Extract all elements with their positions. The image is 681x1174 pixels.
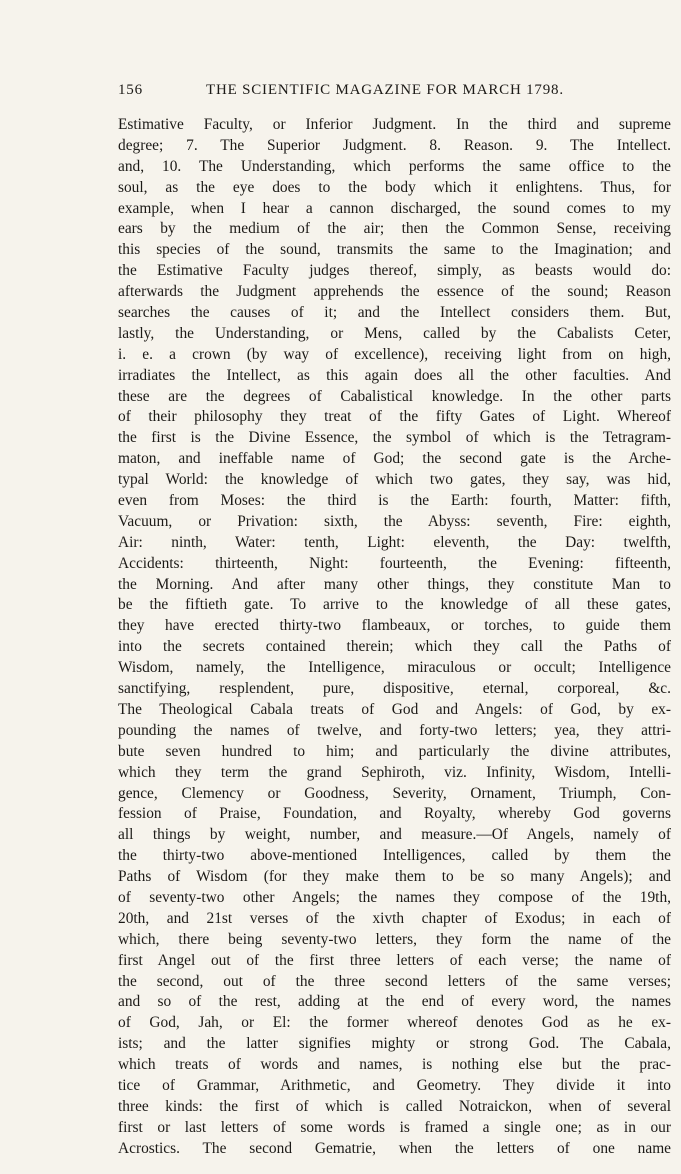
text-line: irradiates the Intellect, as this again does all the other faculties. And [118,366,671,384]
text-line: pounding the names of twelve, and forty-two letters; yea, they attri- [118,721,671,739]
text-line: first or last letters of some words is framed a single one; as in our [118,1118,671,1136]
text-line: the second, out of the three second letters of the same verses; [118,972,671,990]
text-line: be the fiftieth gate. To arrive to the knowledge of all these gates, [118,596,671,614]
text-line: Acrostics. The second Gematrie, when the letters of one name [118,1139,671,1157]
text-line: Wisdom, namely, the Intelligence, miraculous or occult; Intelligence [118,659,671,677]
text-line: the Estimative Faculty judges thereof, simply, as beasts would do: [118,262,671,280]
text-line: The Theological Cabala treats of God and Angels: of God, by ex- [118,700,671,718]
text-line: maton, and ineffable name of God; the second gate is the Arche- [118,450,671,468]
text-line: the first is the Divine Essence, the symbol of which is the Tetragram- [118,429,671,447]
text-line: fession of Praise, Foundation, and Royalty, whereby God governs [118,805,671,823]
text-line: typal World: the knowledge of which two gates, they say, was hid, [118,471,671,489]
text-line: bute seven hundred to him; and particularly the divine attributes, [118,742,671,760]
text-line: tice of Grammar, Arithmetic, and Geometry. They divide it into [118,1076,671,1094]
text-line: ears by the medium of the air; then the Common Sense, receiving [118,220,671,238]
text-line: of God, Jah, or El: the former whereof denotes God as he ex- [118,1014,671,1032]
text-line: this species of the sound, transmits the same to the Imagination; and [118,241,671,259]
text-line: Accidents: thirteenth, Night: fourteenth, the Evening: fifteenth, [118,554,671,572]
text-line: and, 10. The Understanding, which performs the same office to the [118,157,671,175]
text-line: gence, Clemency or Goodness, Severity, Ornament, Triumph, Con- [118,784,671,802]
text-line: sanctifying, resplendent, pure, dispositive, eternal, corporeal, &c. [118,680,671,698]
text-line: afterwards the Judgment apprehends the essence of the sound; Reason [118,283,671,301]
text-line: first Angel out of the first three letters of each verse; the name of [118,951,671,969]
text-line: lastly, the Understanding, or Mens, called by the Cabalists Ceter, [118,324,671,342]
text-line: which they term the grand Sephiroth, viz. Infinity, Wisdom, Intelli- [118,763,671,781]
text-line: the thirty-two above-mentioned Intelligences, called by them the [118,847,671,865]
text-line: they have erected thirty-two flambeaux, or torches, to guide them [118,617,671,635]
text-line: of their philosophy they treat of the fifty Gates of Light. Whereof [118,408,671,426]
text-line: which, there being seventy-two letters, they form the name of the [118,930,671,948]
text-line: Vacuum, or Privation: sixth, the Abyss: seventh, Fire: eighth, [118,512,671,530]
text-line: i. e. a crown (by way of excellence), receiving light from on high, [118,345,671,363]
text-line: example, when I hear a cannon discharged, the sound comes to my [118,199,671,217]
text-line: the Morning. And after many other things, they constitute Man to [118,575,671,593]
body-text [118,115,671,1160]
text-line: degree; 7. The Superior Judgment. 8. Reason. 9. The Intellect. [118,136,671,154]
running-title: THE SCIENTIFIC MAGAZINE FOR MARCH 1798. [206,82,564,98]
text-line: and so of the rest, adding at the end of every word, the names [118,993,671,1011]
text-line: soul, as the eye does to the body which it enlightens. Thus, for [118,178,671,196]
text-line: Paths of Wisdom (for they make them to be so many Angels); and [118,868,671,886]
text-line: which treats of words and names, is nothing else but the prac- [118,1056,671,1074]
text-line: even from Moses: the third is the Earth: fourth, Matter: fifth, [118,492,671,510]
text-line: searches the causes of it; and the Intellect considers them. But, [118,304,671,322]
text-line: all things by weight, number, and measure.—Of Angels, namely of [118,826,671,844]
text-line: Air: ninth, Water: tenth, Light: eleventh, the Day: twelfth, [118,533,671,551]
text-line: of seventy-two other Angels; the names they compose of the 19th, [118,888,671,906]
text-line: ists; and the latter signifies mighty or strong God. The Cabala, [118,1035,671,1053]
text-line: into the secrets contained therein; which they call the Paths of [118,638,671,656]
text-line: 20th, and 21st verses of the xivth chapter of Exodus; in each of [118,909,671,927]
page-number: 156 [118,82,143,98]
text-line: these are the degrees of Cabalistical knowledge. In the other parts [118,387,671,405]
text-line: Estimative Faculty, or Inferior Judgment. In the third and supreme [118,116,671,133]
text-line: three kinds: the first of which is called Notraickon, when of several [118,1097,671,1115]
